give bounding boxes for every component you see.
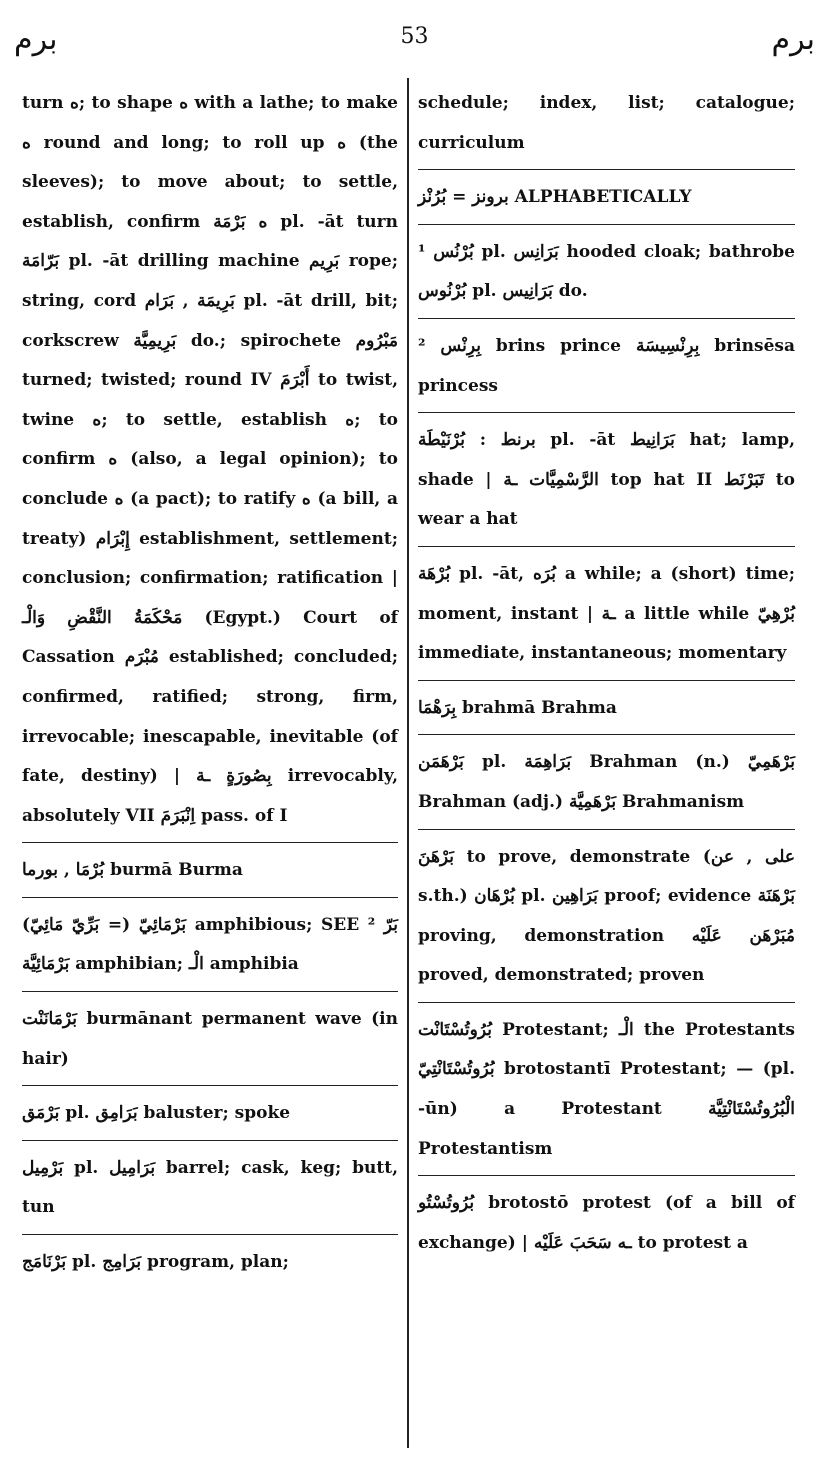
entry-barnamaj: بَرْنَامَج pl. بَرَامِج program, plan; bbox=[22, 1252, 289, 1273]
entry-protestant: بُرُوتُسْتَانْت Protestant; الْـ the Protestants بُرُوتُسْتَانْتِيّ brotostantī Protestant; — (pl. -ūn) a Protestant الْبُرُوتُسْتَانْتِيَّة Protestantism bbox=[418, 1019, 795, 1159]
entry-baram: turn ه; to shape ه with a lathe; to make ه round and long; to roll up ه (the sleeves); to move about; to settle, establish, confirm ه بَرْمَة pl. -āt turn بَرّامَة pl. -āt drilling machine بَرِيم rope; string, cord بَرِيمَة , بَرَام pl. -āt drill, bit; corkscrew بَرِيمِيَّة do.; spirochete مَبْرُوم turned; twisted; round IV أَبْرَمَ to twist, twine ه; to settle, establish ه; to confirm ه (also, a legal opinion); to conclude ه (a pact); to ratify ه (a bill, a treaty) إِبْرَام establishment, settlement; conclusion; confirmation; ratification | مَحْكَمَةُ النَّقْضِ وَالْـ (Egypt.) Court of Cassation مُبْرَم established; concluded; confirmed, ratified; strong, firm, irrevocable; inescapable, inevitable (of fate, destiny) | بِصُورَةٍ ـة irrevocably, absolutely VII اِنْبَرَمَ pass. of I bbox=[22, 93, 399, 826]
entry-separator bbox=[22, 991, 398, 992]
entry-barnamaj-cont: schedule; index, list; catalogue; curriculum bbox=[418, 93, 795, 153]
entry-burma: بُرْمَا , بورما burmā Burma bbox=[22, 860, 243, 881]
entry-separator bbox=[418, 734, 795, 735]
entry-separator bbox=[418, 829, 795, 830]
entry-separator bbox=[418, 1175, 795, 1176]
entry-barmaq: بَرْمَق pl. بَرَامِق baluster; spoke bbox=[22, 1103, 291, 1124]
entry-burha: بُرْهَة pl. -āt, بُرَه a while; a (short) time; moment, instant | ـة a little while بُرْهِيّ immediate, instantaneous; momentary bbox=[418, 563, 796, 664]
entry-separator bbox=[418, 412, 795, 413]
page-number: 53 bbox=[400, 24, 429, 49]
entry-barmanant: بَرْمَانَنْت burmānant permanent wave (in hair) bbox=[22, 1009, 398, 1069]
column-divider bbox=[407, 78, 409, 1448]
entry-separator bbox=[22, 897, 398, 898]
entry-barmai: بَرْمَائِيّ (= بَرِّيّ مَائِيّ) amphibious; SEE ² بَرّ بَرْمَائِيَّة amphibian; الْـ amphibia bbox=[22, 914, 398, 975]
entry-separator bbox=[22, 1085, 398, 1086]
header-root-left: برم bbox=[14, 22, 58, 57]
entry-separator bbox=[22, 1234, 398, 1235]
right-column bbox=[418, 84, 795, 1263]
entry-barhana: بَرْهَنَ to prove, demonstrate (على , عن s.th.) بُرْهَان pl. بَرَاهِين proof; evidence بَرْهَنَة proving, demonstration مُبَرْهَن عَلَيْه proved, demonstrated; proven bbox=[418, 846, 795, 986]
entry-separator bbox=[418, 546, 795, 547]
entry-separator bbox=[418, 1002, 795, 1003]
left-column bbox=[22, 84, 398, 1283]
entry-separator bbox=[418, 224, 795, 225]
entry-brins: ² بِرِنْس brins prince بِرِنْسِيسَة brinsēsa princess bbox=[418, 335, 795, 396]
entry-burnus: ¹ بُرْنُس pl. بَرَانِس hooded cloak; bathrobe بُرْنُوس pl. بَرَانِيس do. bbox=[418, 241, 795, 302]
entry-separator bbox=[22, 842, 398, 843]
entry-brahma: بِرَهْمَا brahmā Brahma bbox=[418, 697, 617, 718]
entry-brunz: برونز = بُرُنْز ALPHABETICALLY bbox=[418, 187, 692, 208]
entry-brotosto: بُرُوتُسْتُو brotostō protest (of a bill of exchange) | ـه سَحَبَ عَلَيْه to protest a bbox=[418, 1193, 795, 1253]
entry-separator bbox=[418, 318, 795, 319]
entry-burnaita: برنط : بُرْنَيْطَة pl. -āt بَرَانِيط hat; lamp, shade | الرَّسْمِيَّات ـة top hat II تَبَرْنَط to wear a hat bbox=[418, 430, 796, 530]
entry-brahman: بَرْهَمَن pl. بَرَاهِمَة Brahman (n.) بَرْهَمِيّ Brahman (adj.) بَرْهَمِيَّة Brahmanism bbox=[418, 752, 795, 812]
entry-separator bbox=[22, 1140, 398, 1141]
entry-barmil: بَرْمِيل pl. بَرَامِيل barrel; cask, keg; butt, tun bbox=[22, 1157, 398, 1218]
header-root-right: برم bbox=[771, 22, 815, 57]
entry-separator bbox=[418, 169, 795, 170]
entry-separator bbox=[418, 680, 795, 681]
